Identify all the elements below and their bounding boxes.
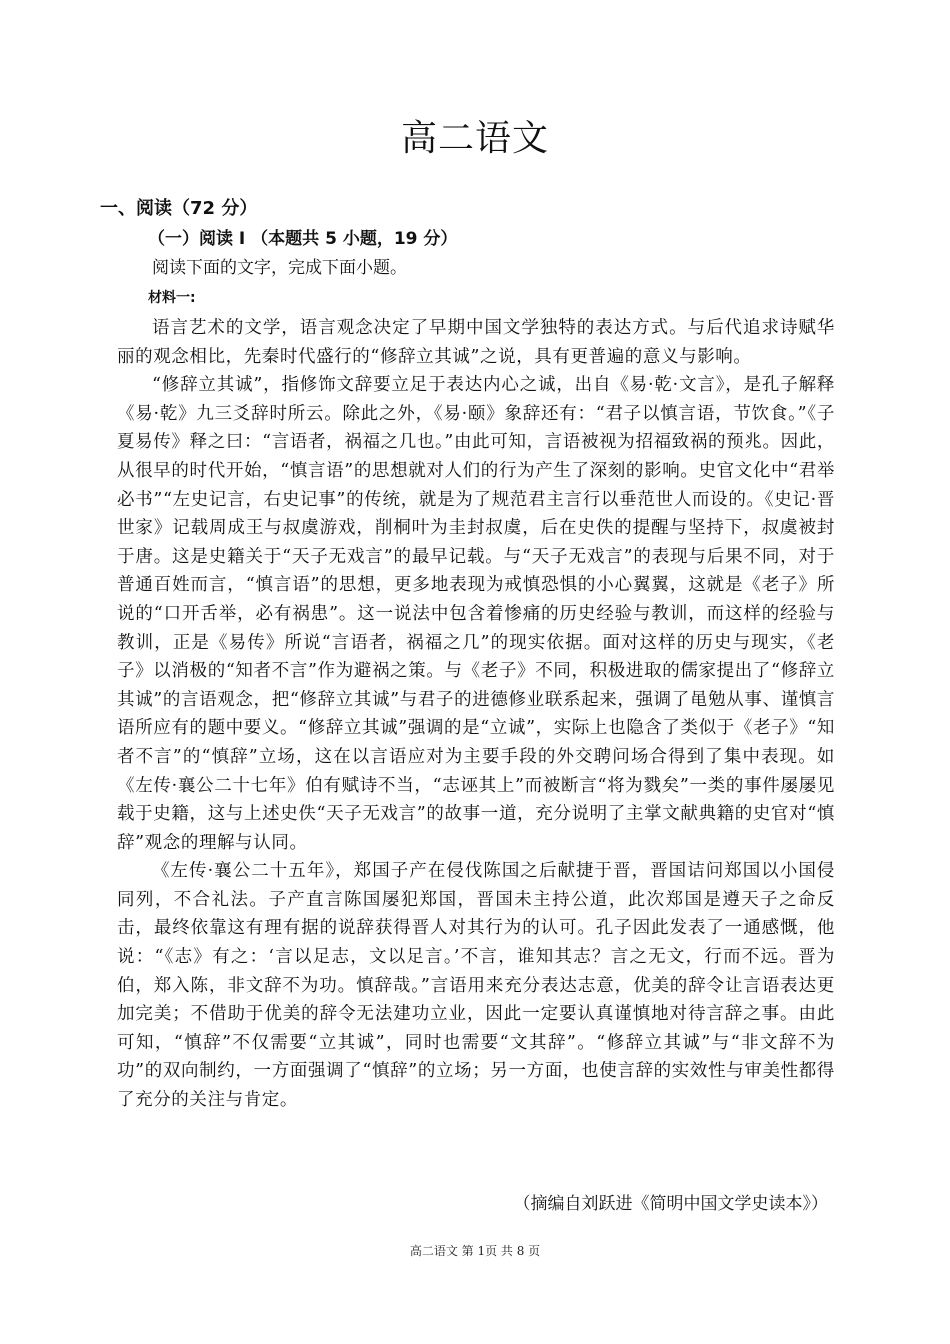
- sub-section-heading: （一）阅读 I （本题共 5 小题，19 分）: [148, 229, 458, 249]
- material-label: 材料一:: [148, 290, 196, 306]
- page-footer: 高二语文 第 1页 共 8 页: [409, 1244, 541, 1258]
- reading-passage: [117, 314, 835, 1115]
- section-heading: 一、阅读（72 分）: [100, 198, 258, 219]
- passage-paragraph-2: “修辞立其诚”，指修饰文辞要立足于表达内心之诚，出自《易·乾·文言》，是孔子解释《易·乾》九三爻辞时所云。除此之外，《易·颐》象辞还有：“君子以慎言语，节饮食。”《子夏易传》释之曰：“言语者，祸福之几也。”由此可知，言语被视为招福致祸的预兆。因此，从很早的时代开始，“慎言语”的思想就对人们的行为产生了深刻的影响。史官文化中“君举必书”“左史记言，右史记事”的传统，就是为了规范君主言行以垂范世人而设的。《史记·晋世家》记载周成王与叔虞游戏，削桐叶为圭封叔虞，后在史佚的提醒与坚持下，叔虞被封于唐。这是史籍关于“天子无戏言”的最早记载。与“天子无戏言”的表现与后果不同，对于普通百姓而言，“慎言语”的思想，更多地表现为戒慎恐惧的小心翼翼，这就是《老子》所说的“口开舌举，必有祸患”。这一说法中包含着惨痛的历史经验与教训，而这样的经验与教训，正是《易传》所说“言语者，祸福之几”的现实依据。面对这样的历史与现实，《老子》以消极的“知者不言”作为避祸之策。与《老子》不同，积极进取的儒家提出了“修辞立其诚”的言语观念，把“修辞立其诚”与君子的进德修业联系起来，强调了黾勉从事、谨慎言语所应有的题中要义。“修辞立其诚”强调的是“立诚”，实际上也隐含了类似于《老子》“知者不言”的“慎辞”立场，这在以言语应对为主要手段的外交聘问场合得到了集中表现。如《左传·襄公二十七年》伯有赋诗不当，“志诬其上”而被断言“将为戮矣”一类的事件屡屡见载于史籍，这与上述史佚“天子无戏言”的故事一道，充分说明了主掌文献典籍的史官对“慎辞”观念的理解与认同。: [117, 375, 835, 853]
- instruction-text: 阅读下面的文字，完成下面小题。: [152, 258, 407, 278]
- passage-paragraph-3: 《左传·襄公二十五年》，郑国子产在侵伐陈国之后献捷于晋，晋国诘问郑国以小国侵同列，不合礼法。子产直言陈国屡犯郑国，晋国未主持公道，此次郑国是遵天子之命反击，最终依靠这有理有据的说辞获得晋人对其行为的认可。孔子因此发表了一通感慨，他说：“《志》有之：‘言以足志，文以足言。’不言，谁知其志？言之无文，行而不远。晋为伯，郑入陈，非文辞不为功。慎辞哉。”言语用来充分表达志意，优美的辞令让言语表达更加完美；不借助于优美的辞令无法建功立业，因此一定要认真谨慎地对待言辞之事。由此可知，“慎辞”不仅需要“立其诚”，同时也需要“文其辞”。“修辞立其诚”与“非文辞不为功”的双向制约，一方面强调了“慎辞”的立场；另一方面，也使言辞的实效性与审美性都得了充分的关注与肯定。: [117, 861, 835, 1111]
- passage-source: （摘编自刘跃进《简明中国文学史读本》）: [513, 1194, 828, 1214]
- page-title: 高二语文: [400, 118, 549, 159]
- passage-paragraph-1: 语言艺术的文学，语言观念决定了早期中国文学独特的表达方式。与后代追求诗赋华丽的观念相比，先秦时代盛行的“修辞立其诚”之说，具有更普遍的意义与影响。: [117, 318, 835, 367]
